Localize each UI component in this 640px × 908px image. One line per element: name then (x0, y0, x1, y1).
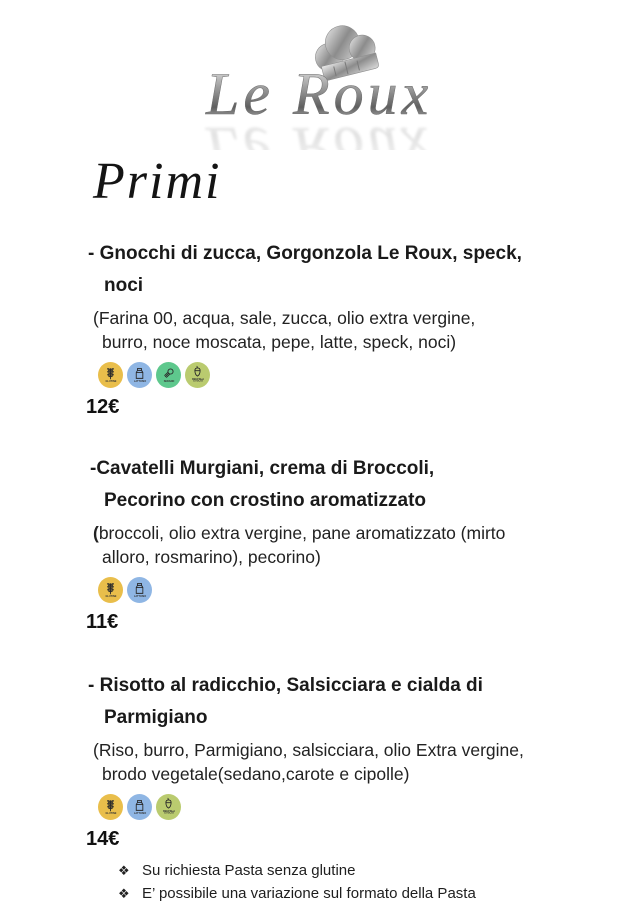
allergen-row (98, 362, 600, 388)
menu-item-risotto (88, 670, 600, 851)
gluten-allergen-icon (98, 577, 123, 603)
allergen-row (98, 577, 600, 603)
allergen-caption: LATTOSIO (133, 811, 146, 815)
allergen-caption: SEDANO (163, 379, 174, 383)
dish-name (88, 453, 600, 517)
allergen-row (98, 794, 600, 820)
dish-ingredients (88, 521, 600, 569)
ingredients-line1-text: broccoli, olio extra vergine, pane aromatizzato (mirto (98, 523, 506, 543)
allergen-caption: FRUTTA A GUSCIO (191, 377, 204, 383)
logo-reflection (205, 115, 432, 150)
le-roux-logo (170, 4, 470, 150)
ingredients-line2: burro, noce moscata, pepe, latte, speck, noci) (102, 332, 457, 352)
dish-name-line2: noci (104, 275, 144, 296)
dish-price: 12€ (86, 396, 120, 418)
ingredients-line1: (Farina 00, acqua, sale, zucca, olio extra vergine, (93, 308, 476, 328)
ingredients-line2: brodo vegetale(sedano,carote e cipolle) (102, 764, 410, 784)
diamond-bullet-icon: ❖ (118, 886, 130, 901)
dish-price: 14€ (86, 828, 120, 850)
dish-ingredients (88, 738, 600, 786)
note-text: Su richiesta Pasta senza glutine (142, 862, 356, 879)
paren: ( (93, 523, 99, 543)
dish-price: 11€ (86, 611, 119, 633)
footnotes (88, 859, 600, 905)
lactose-allergen-icon (127, 362, 152, 388)
allergen-caption: GLUTINE (105, 379, 116, 383)
menu-list (0, 238, 640, 905)
dish-name-line1: - Risotto al radicchio, Salsicciara e cialda di (88, 675, 483, 696)
acorn-icon (191, 365, 204, 378)
note-gluten-free (88, 859, 600, 882)
note-text: E’ possibile una variazione sul formato della Pasta (142, 885, 476, 902)
page-title: Primi (93, 153, 222, 210)
allergen-caption: FRUTTA A GUSCIO (162, 809, 175, 815)
gluten-allergen-icon (98, 794, 123, 820)
diamond-bullet-icon: ❖ (118, 863, 130, 878)
note-pasta-format (88, 882, 600, 905)
dish-name (88, 238, 600, 302)
dish-name (88, 670, 600, 734)
dish-name-line2: Pecorino con crostino aromatizzato (104, 490, 426, 511)
allergen-caption: GLUTINE (105, 811, 116, 815)
ingredients-line1 (93, 521, 600, 545)
dish-name-line1: -Cavatelli Murgiani, crema di Broccoli, (90, 458, 435, 479)
menu-item-cavatelli (88, 453, 600, 634)
celery-allergen-icon (156, 362, 181, 388)
logo-header (0, 0, 640, 152)
nuts-allergen-icon (156, 794, 181, 820)
allergen-caption: LATTOSIO (133, 594, 146, 598)
ingredients-line1: (Riso, burro, Parmigiano, salsicciara, olio Extra vergine, (93, 740, 524, 760)
lactose-allergen-icon (127, 577, 152, 603)
lactose-allergen-icon (127, 794, 152, 820)
dish-name-line1: - Gnocchi di zucca, Gorgonzola Le Roux, speck, (88, 243, 522, 264)
allergen-caption: GLUTINE (105, 594, 116, 598)
allergen-caption: LATTOSIO (133, 379, 146, 383)
menu-item-gnocchi (88, 238, 600, 419)
ingredients-line2: alloro, rosmarino), pecorino) (102, 547, 321, 567)
acorn-icon (162, 797, 175, 810)
gluten-allergen-icon (98, 362, 123, 388)
nuts-allergen-icon (185, 362, 210, 388)
dish-ingredients (88, 306, 600, 354)
dish-name-line2: Parmigiano (104, 707, 208, 728)
brand-wordmark: Le Roux (206, 61, 433, 127)
